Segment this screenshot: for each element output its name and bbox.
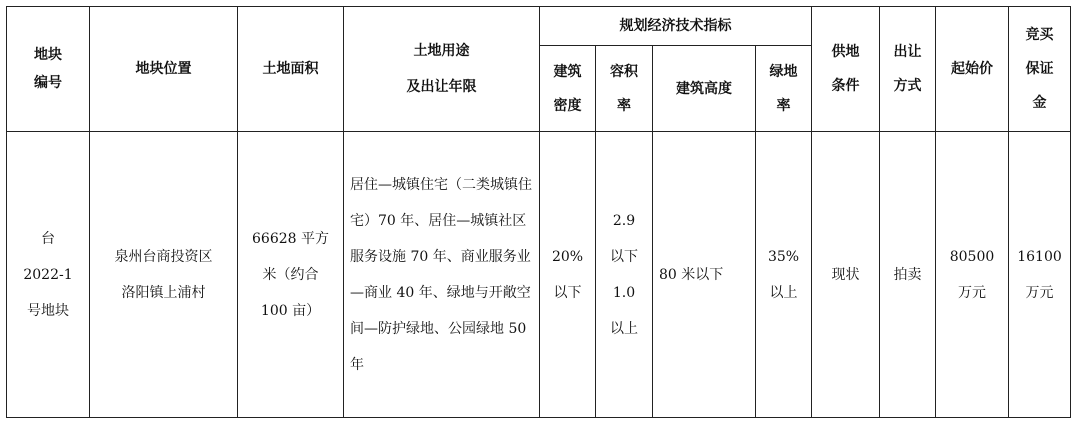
- header-density: 建筑 密度: [540, 46, 596, 132]
- cell-supply: 现状: [812, 132, 880, 418]
- header-location: 地块位置: [90, 7, 238, 132]
- cell-green: 35% 以上: [756, 132, 812, 418]
- cell-start-price: 80500 万元: [936, 132, 1009, 418]
- header-start-price: 起始价: [936, 7, 1009, 132]
- cell-density: 20% 以下: [540, 132, 596, 418]
- cell-parcel-no: 台 2022-1 号地块: [7, 132, 90, 418]
- cell-area: 66628 平方 米（约合 100 亩）: [238, 132, 344, 418]
- header-far: 容积 率: [596, 46, 653, 132]
- header-parcel-no: 地块 编号: [7, 7, 90, 132]
- header-height: 建筑高度: [653, 46, 756, 132]
- header-green: 绿地 率: [756, 46, 812, 132]
- cell-location: 泉州台商投资区 洛阳镇上浦村: [90, 132, 238, 418]
- header-supply: 供地 条件: [812, 7, 880, 132]
- cell-usage: 居住—城镇住宅（二类城镇住宅）70 年、居住—城镇社区服务设施 70 年、商业服务业—商业 40 年、绿地与开敞空间—防护绿地、公园绿地 50 年: [344, 132, 540, 418]
- header-usage: 土地用途 及出让年限: [344, 7, 540, 132]
- cell-deposit: 16100 万元: [1009, 132, 1071, 418]
- header-area: 土地面积: [238, 7, 344, 132]
- header-planning: 规划经济技术指标: [540, 7, 812, 46]
- header-method: 出让 方式: [880, 7, 936, 132]
- cell-far: 2.9 以下 1.0 以上: [596, 132, 653, 418]
- cell-method: 拍卖: [880, 132, 936, 418]
- header-deposit: 竞买 保证 金: [1009, 7, 1071, 132]
- cell-height: 80 米以下: [653, 132, 756, 418]
- table-row: [7, 132, 1071, 418]
- land-auction-table: [6, 6, 1071, 418]
